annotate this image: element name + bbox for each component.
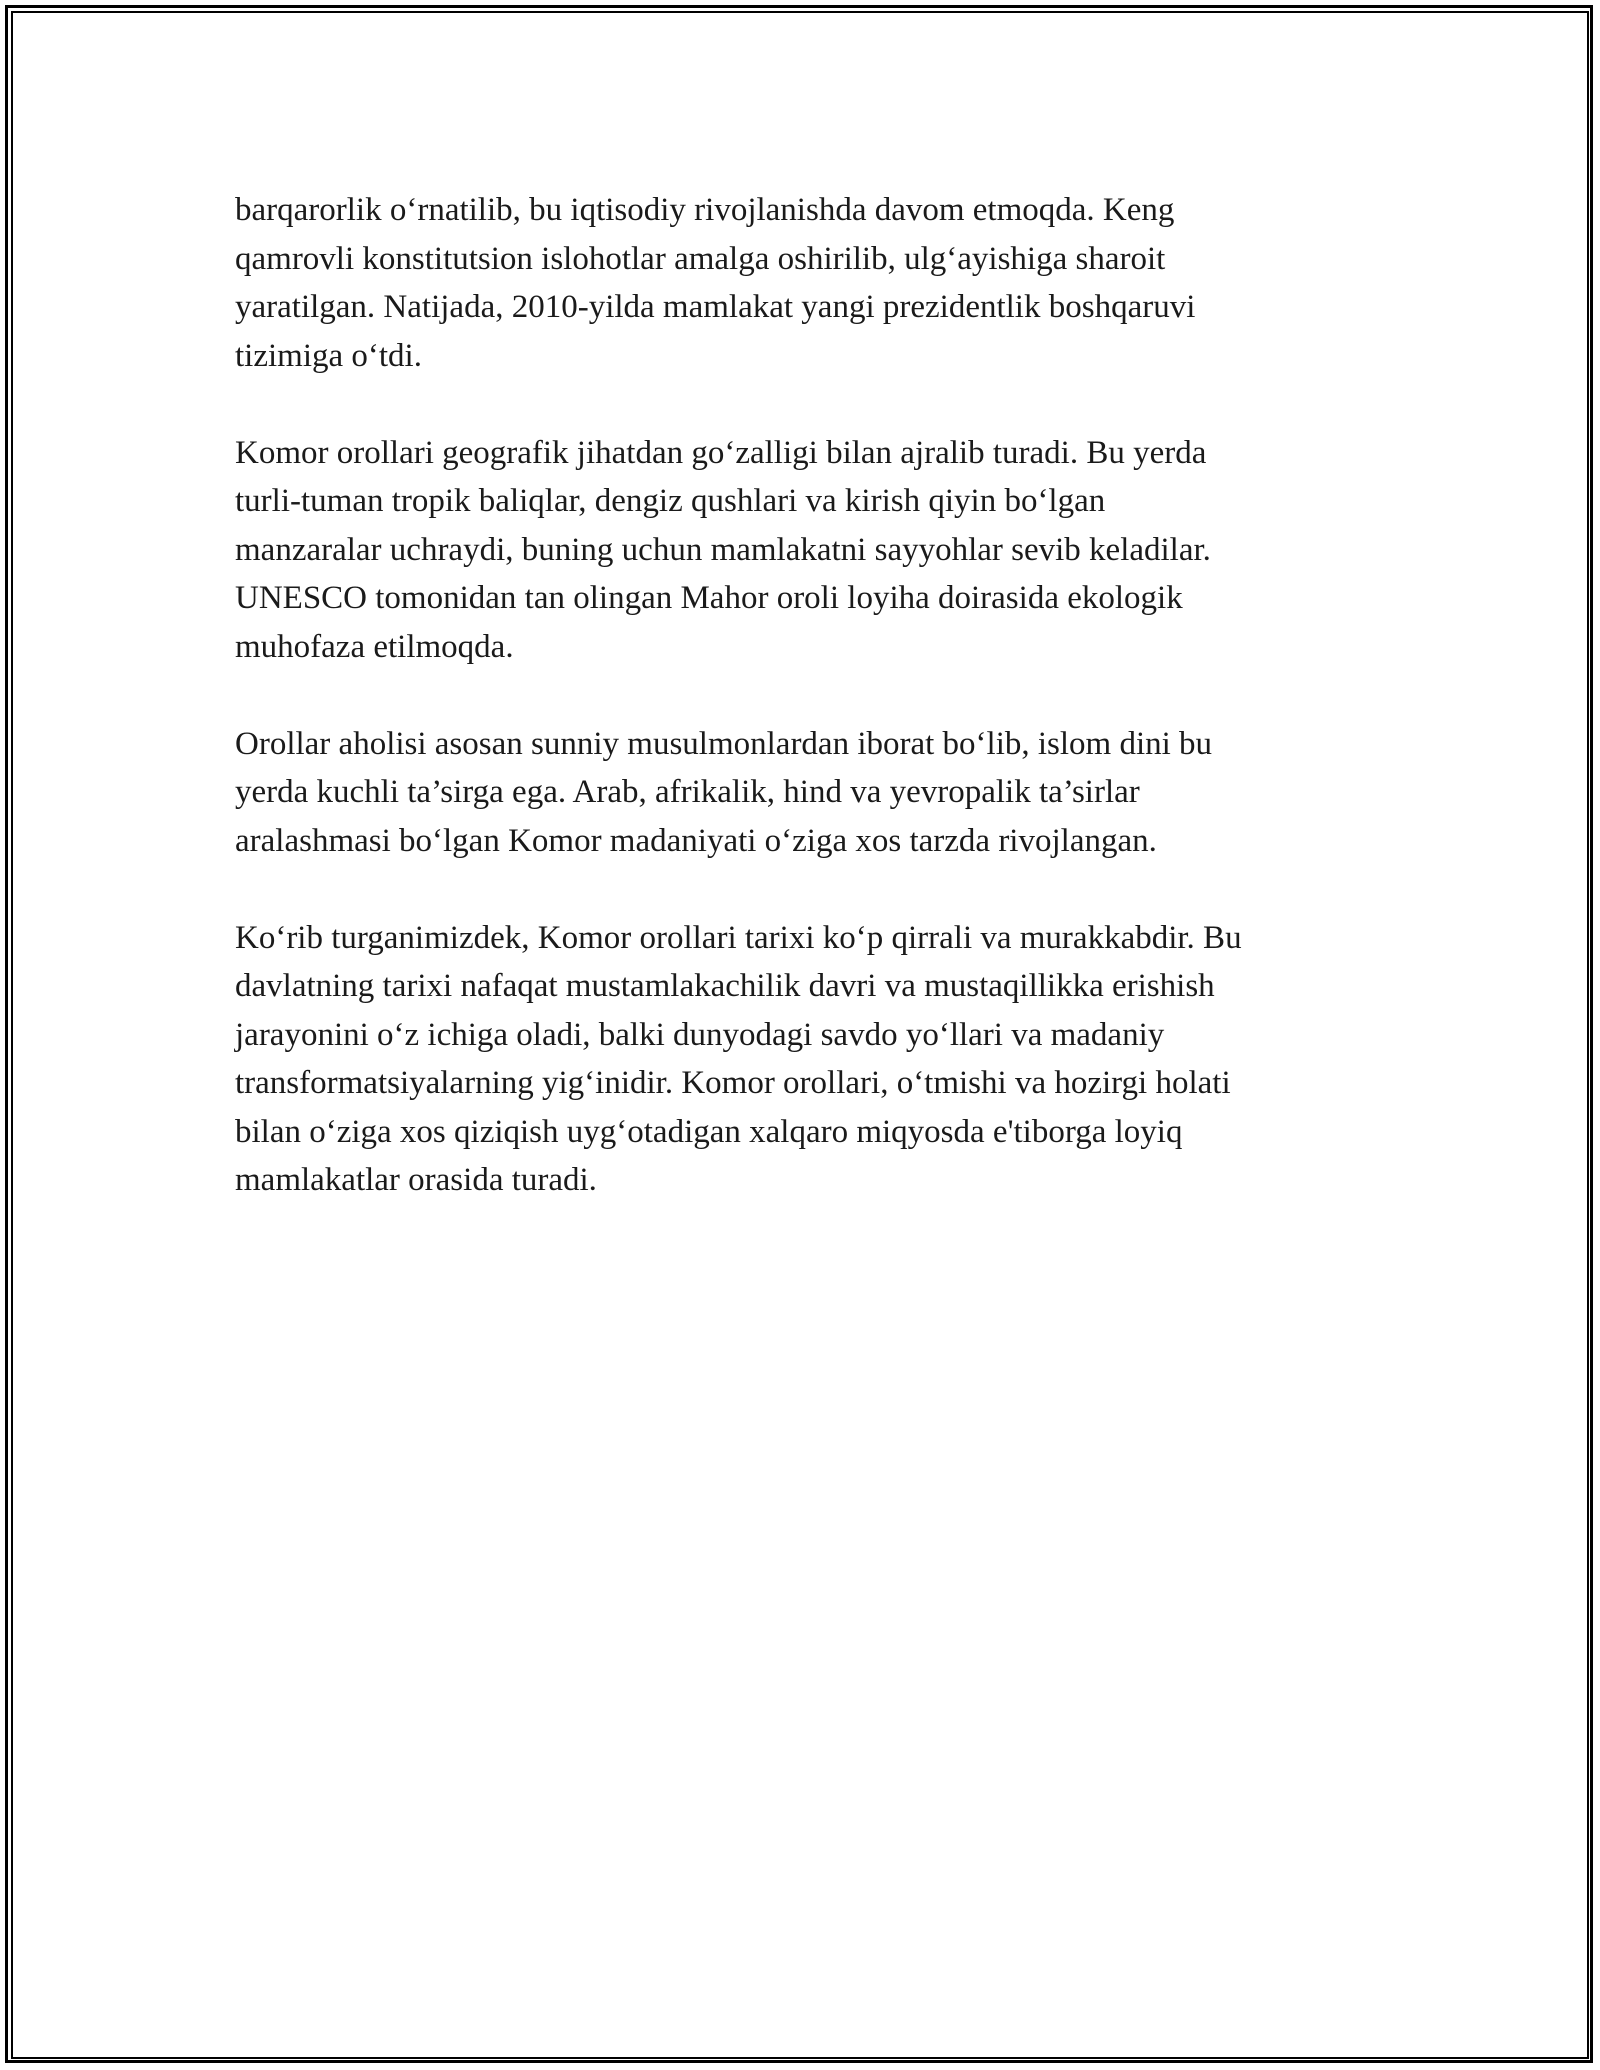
paragraph-4: Ko‘rib turganimizdek, Komor orollari tarixi ko‘p qirrali va murakkabdir. Bu davlatning tarixi nafaqat mustamlakachilik davri va mustaqillikka erishish jarayonini o‘z ichiga oladi, balki dunyodagi savdo yo‘llari va madaniy transformatsiyalarning yig‘inidir. Komor orollari, o‘tmishi va hozirgi holati bilan o‘ziga xos qiziqish uyg‘otadigan xalqaro miqyosda e'tiborga loyiq mamlakatlar orasida turadi. bbox=[235, 919, 1242, 1198]
paragraph-3: Orollar aholisi asosan sunniy musulmonlardan iborat bo‘lib, islom dini bu yerda kuchli ta’sirga ega. Arab, afrikalik, hind va yevropalik ta’sirlar aralashmasi bo‘lgan Komor madaniyati o‘ziga xos tarzda rivojlangan. bbox=[235, 725, 1213, 859]
paragraph-2: Komor orollari geografik jihatdan go‘zalligi bilan ajralib turadi. Bu yerda turli-tuman tropik baliqlar, dengiz qushlari va kirish qiyin bo‘lgan manzaralar uchraydi, buning uchun mamlakatni sayyohlar sevib keladilar. UNESCO tomonidan tan olingan Mahor oroli loyiha doirasida ekologik muhofaza etilmoqda. bbox=[235, 434, 1211, 665]
paragraph-1: barqarorlik o‘rnatilib, bu iqtisodiy rivojlanishda davom etmoqda. Keng qamrovli konstitutsion islohotlar amalga oshirilib, ulg‘ayishiga sharoit yaratilgan. Natijada, 2010-yilda mamlakat yangi prezidentlik boshqaruvi tizimiga o‘tdi. bbox=[235, 192, 1196, 374]
document-body bbox=[235, 186, 1395, 1253]
